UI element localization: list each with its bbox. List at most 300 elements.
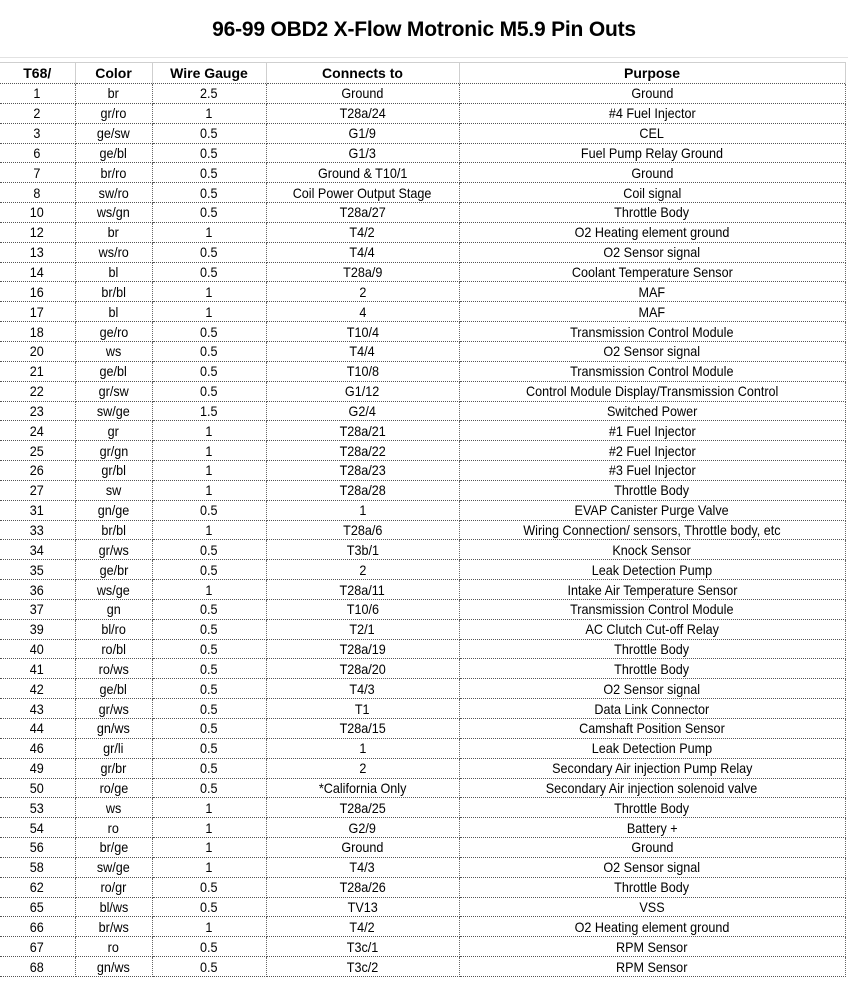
cell-connects-to-text: T10/6 bbox=[346, 601, 379, 618]
cell-color bbox=[75, 123, 152, 143]
cell-connects-to bbox=[266, 242, 459, 262]
cell-pin bbox=[0, 877, 75, 897]
cell-pin bbox=[0, 461, 75, 481]
cell-connects-to-text: T28a/20 bbox=[339, 660, 386, 677]
cell-purpose bbox=[459, 361, 845, 381]
cell-pin-text: 68 bbox=[30, 958, 45, 975]
cell-connects-to-text: T4/2 bbox=[349, 224, 376, 241]
cell-purpose bbox=[459, 143, 845, 163]
cell-color bbox=[75, 917, 152, 937]
cell-wire-gauge bbox=[152, 540, 266, 560]
cell-wire-gauge-text: 0.5 bbox=[200, 958, 218, 975]
cell-pin-text: 67 bbox=[30, 938, 45, 955]
cell-wire-gauge-text: 0.5 bbox=[200, 700, 218, 717]
table-row bbox=[0, 103, 845, 123]
table-row bbox=[0, 778, 845, 798]
cell-color-text: br bbox=[107, 224, 120, 241]
cell-color bbox=[75, 361, 152, 381]
cell-purpose-text: Ground bbox=[630, 839, 674, 856]
cell-pin bbox=[0, 520, 75, 540]
cell-connects-to bbox=[266, 163, 459, 183]
cell-color-text: ge/bl bbox=[99, 144, 128, 161]
cell-color bbox=[75, 540, 152, 560]
cell-pin bbox=[0, 897, 75, 917]
table-row bbox=[0, 262, 845, 282]
cell-pin bbox=[0, 699, 75, 719]
cell-color-text: gn/ws bbox=[97, 720, 130, 737]
cell-pin-text: 23 bbox=[30, 402, 45, 419]
cell-color bbox=[75, 639, 152, 659]
cell-connects-to bbox=[266, 143, 459, 163]
cell-connects-to bbox=[266, 957, 459, 977]
cell-color-text: sw/ge bbox=[97, 402, 130, 419]
cell-wire-gauge-text: 0.5 bbox=[200, 323, 218, 340]
cell-pin-text: 17 bbox=[30, 303, 45, 320]
cell-pin-text: 36 bbox=[30, 581, 45, 598]
cell-wire-gauge bbox=[152, 361, 266, 381]
page-title: 96-99 OBD2 X-Flow Motronic M5.9 Pin Outs bbox=[212, 18, 636, 41]
cell-color bbox=[75, 183, 152, 203]
table-row bbox=[0, 302, 845, 322]
cell-purpose-text: RPM Sensor bbox=[616, 958, 688, 975]
cell-color-text: ws/ge bbox=[97, 581, 130, 598]
cell-connects-to bbox=[266, 580, 459, 600]
cell-connects-to bbox=[266, 738, 459, 758]
cell-pin-text: 58 bbox=[30, 859, 45, 876]
cell-purpose bbox=[459, 738, 845, 758]
cell-wire-gauge bbox=[152, 84, 266, 104]
cell-connects-to bbox=[266, 818, 459, 838]
cell-connects-to bbox=[266, 123, 459, 143]
cell-connects-to-text: T28a/19 bbox=[339, 641, 386, 658]
cell-color-text: br/ge bbox=[99, 839, 128, 856]
cell-wire-gauge bbox=[152, 818, 266, 838]
cell-color bbox=[75, 401, 152, 421]
cell-purpose bbox=[459, 203, 845, 223]
header-row bbox=[0, 63, 845, 84]
cell-wire-gauge-text: 0.5 bbox=[200, 899, 218, 916]
table-row bbox=[0, 798, 845, 818]
cell-connects-to bbox=[266, 302, 459, 322]
cell-wire-gauge bbox=[152, 897, 266, 917]
cell-pin bbox=[0, 163, 75, 183]
cell-connects-to bbox=[266, 500, 459, 520]
cell-connects-to-text: T28a/27 bbox=[339, 204, 386, 221]
cell-connects-to-text: T10/4 bbox=[346, 323, 379, 340]
cell-wire-gauge-text: 1 bbox=[205, 283, 213, 300]
cell-purpose-text: Coil signal bbox=[622, 184, 682, 201]
cell-connects-to-text: 2 bbox=[358, 283, 367, 300]
cell-wire-gauge-text: 0.5 bbox=[200, 363, 218, 380]
cell-pin bbox=[0, 778, 75, 798]
cell-pin bbox=[0, 540, 75, 560]
cell-pin-text: 33 bbox=[30, 521, 45, 538]
header-connects-to: Connects to bbox=[266, 63, 459, 84]
table-row bbox=[0, 480, 845, 500]
cell-color-text: br/bl bbox=[101, 283, 126, 300]
cell-connects-to-text: T28a/21 bbox=[339, 422, 386, 439]
cell-purpose bbox=[459, 461, 845, 481]
cell-wire-gauge bbox=[152, 857, 266, 877]
table-row bbox=[0, 639, 845, 659]
cell-pin bbox=[0, 322, 75, 342]
table-row bbox=[0, 897, 845, 917]
cell-color-text: gr/br bbox=[100, 760, 127, 777]
cell-connects-to bbox=[266, 719, 459, 739]
cell-pin-text: 34 bbox=[30, 541, 45, 558]
cell-purpose bbox=[459, 818, 845, 838]
cell-color-text: ge/br bbox=[99, 561, 128, 578]
cell-purpose-text: Fuel Pump Relay Ground bbox=[580, 144, 724, 161]
cell-connects-to bbox=[266, 480, 459, 500]
cell-pin-text: 39 bbox=[30, 621, 45, 638]
cell-purpose bbox=[459, 103, 845, 123]
cell-purpose bbox=[459, 282, 845, 302]
cell-wire-gauge bbox=[152, 599, 266, 619]
cell-color bbox=[75, 857, 152, 877]
cell-connects-to-text: G1/12 bbox=[345, 383, 380, 400]
cell-pin-text: 46 bbox=[30, 740, 45, 757]
cell-wire-gauge bbox=[152, 262, 266, 282]
cell-purpose-text: Leak Detection Pump bbox=[591, 561, 713, 578]
cell-wire-gauge-text: 0.5 bbox=[200, 680, 218, 697]
cell-pin bbox=[0, 798, 75, 818]
cell-pin-text: 50 bbox=[30, 779, 45, 796]
cell-purpose-text: Ground bbox=[630, 164, 674, 181]
cell-connects-to bbox=[266, 838, 459, 858]
cell-connects-to bbox=[266, 917, 459, 937]
table-row bbox=[0, 818, 845, 838]
cell-wire-gauge bbox=[152, 500, 266, 520]
cell-color bbox=[75, 659, 152, 679]
cell-wire-gauge bbox=[152, 222, 266, 242]
cell-color-text: br/ws bbox=[98, 918, 129, 935]
cell-wire-gauge bbox=[152, 738, 266, 758]
cell-wire-gauge-text: 0.5 bbox=[200, 601, 218, 618]
cell-color-text: ro/ge bbox=[99, 779, 128, 796]
cell-connects-to bbox=[266, 401, 459, 421]
cell-connects-to-text: T4/4 bbox=[349, 244, 376, 261]
cell-wire-gauge bbox=[152, 203, 266, 223]
cell-connects-to-text: 1 bbox=[358, 740, 367, 757]
cell-connects-to-text: T28a/26 bbox=[339, 879, 386, 896]
cell-connects-to bbox=[266, 222, 459, 242]
cell-color bbox=[75, 599, 152, 619]
cell-wire-gauge bbox=[152, 520, 266, 540]
cell-pin-text: 44 bbox=[30, 720, 45, 737]
cell-purpose bbox=[459, 262, 845, 282]
cell-purpose bbox=[459, 520, 845, 540]
cell-connects-to-text: T1 bbox=[355, 700, 370, 717]
table-row bbox=[0, 659, 845, 679]
cell-purpose-text: Ground bbox=[630, 85, 674, 102]
cell-pin-text: 65 bbox=[30, 899, 45, 916]
table-body bbox=[0, 84, 845, 977]
cell-color-text: sw bbox=[105, 482, 122, 499]
cell-connects-to-text: T28a/11 bbox=[339, 581, 386, 598]
cell-pin bbox=[0, 282, 75, 302]
cell-wire-gauge-text: 0.5 bbox=[200, 660, 218, 677]
cell-connects-to-text: T3c/1 bbox=[346, 938, 379, 955]
table-row bbox=[0, 242, 845, 262]
cell-connects-to bbox=[266, 758, 459, 778]
cell-pin-text: 7 bbox=[33, 164, 41, 181]
cell-pin-text: 27 bbox=[30, 482, 45, 499]
cell-color-text: gr/sw bbox=[98, 383, 129, 400]
header-wire-gauge: Wire Gauge bbox=[152, 63, 266, 84]
cell-pin-text: 14 bbox=[30, 264, 45, 281]
cell-pin bbox=[0, 679, 75, 699]
cell-pin-text: 37 bbox=[30, 601, 45, 618]
cell-purpose bbox=[459, 758, 845, 778]
cell-color-text: gr/ws bbox=[98, 541, 129, 558]
cell-connects-to-text: T4/3 bbox=[349, 680, 376, 697]
cell-pin bbox=[0, 639, 75, 659]
cell-wire-gauge bbox=[152, 679, 266, 699]
cell-pin bbox=[0, 123, 75, 143]
cell-pin-text: 1 bbox=[33, 85, 41, 102]
cell-purpose bbox=[459, 341, 845, 361]
cell-color-text: ro bbox=[107, 938, 120, 955]
cell-connects-to-text: T28a/25 bbox=[339, 799, 386, 816]
cell-connects-to bbox=[266, 520, 459, 540]
table-row bbox=[0, 699, 845, 719]
cell-connects-to bbox=[266, 877, 459, 897]
cell-pin bbox=[0, 738, 75, 758]
cell-pin bbox=[0, 103, 75, 123]
cell-purpose-text: Throttle Body bbox=[614, 641, 690, 658]
cell-wire-gauge bbox=[152, 302, 266, 322]
cell-purpose bbox=[459, 183, 845, 203]
cell-color-text: ro/gr bbox=[100, 879, 127, 896]
cell-purpose bbox=[459, 242, 845, 262]
cell-color bbox=[75, 838, 152, 858]
cell-purpose-text: O2 Sensor signal bbox=[603, 244, 701, 261]
table-row bbox=[0, 282, 845, 302]
cell-wire-gauge-text: 0.5 bbox=[200, 125, 218, 142]
table-row bbox=[0, 679, 845, 699]
cell-wire-gauge bbox=[152, 242, 266, 262]
cell-wire-gauge bbox=[152, 381, 266, 401]
cell-pin bbox=[0, 937, 75, 957]
cell-connects-to bbox=[266, 103, 459, 123]
cell-purpose-text: #2 Fuel Injector bbox=[608, 442, 696, 459]
cell-color bbox=[75, 897, 152, 917]
cell-color-text: gn bbox=[106, 601, 121, 618]
cell-connects-to bbox=[266, 798, 459, 818]
cell-connects-to-text: G2/4 bbox=[348, 402, 377, 419]
table-row bbox=[0, 461, 845, 481]
table-row bbox=[0, 580, 845, 600]
cell-color bbox=[75, 719, 152, 739]
cell-wire-gauge-text: 1 bbox=[205, 303, 213, 320]
cell-purpose bbox=[459, 877, 845, 897]
cell-connects-to-text: T3c/2 bbox=[346, 958, 379, 975]
cell-purpose-text: O2 Heating element ground bbox=[574, 224, 730, 241]
cell-wire-gauge bbox=[152, 163, 266, 183]
table-row bbox=[0, 441, 845, 461]
cell-pin bbox=[0, 957, 75, 977]
table-row bbox=[0, 163, 845, 183]
cell-color bbox=[75, 580, 152, 600]
cell-pin-text: 2 bbox=[33, 105, 41, 122]
cell-purpose-text: Data Link Connector bbox=[594, 700, 710, 717]
cell-color bbox=[75, 738, 152, 758]
cell-connects-to-text: T28a/28 bbox=[339, 482, 386, 499]
cell-wire-gauge-text: 1 bbox=[205, 482, 213, 499]
cell-color bbox=[75, 560, 152, 580]
cell-color-text: ws/gn bbox=[97, 204, 130, 221]
cell-wire-gauge-text: 1 bbox=[205, 581, 213, 598]
table-row bbox=[0, 937, 845, 957]
cell-color bbox=[75, 282, 152, 302]
cell-pin-text: 12 bbox=[30, 224, 45, 241]
table-row bbox=[0, 540, 845, 560]
cell-pin-text: 40 bbox=[30, 641, 45, 658]
cell-connects-to-text: 1 bbox=[358, 502, 367, 519]
cell-purpose bbox=[459, 123, 845, 143]
cell-wire-gauge bbox=[152, 838, 266, 858]
cell-purpose-text: Intake Air Temperature Sensor bbox=[567, 581, 737, 598]
cell-color-text: br/ro bbox=[100, 164, 127, 181]
cell-pin-text: 10 bbox=[30, 204, 45, 221]
cell-purpose-text: Knock Sensor bbox=[612, 541, 692, 558]
cell-wire-gauge bbox=[152, 917, 266, 937]
cell-pin bbox=[0, 262, 75, 282]
cell-color-text: br bbox=[107, 85, 120, 102]
cell-color-text: br/bl bbox=[101, 521, 126, 538]
cell-pin-text: 25 bbox=[30, 442, 45, 459]
cell-wire-gauge bbox=[152, 619, 266, 639]
cell-pin bbox=[0, 560, 75, 580]
cell-purpose-text: Throttle Body bbox=[614, 799, 690, 816]
cell-connects-to bbox=[266, 381, 459, 401]
cell-color-text: ge/bl bbox=[99, 680, 128, 697]
cell-purpose bbox=[459, 838, 845, 858]
cell-pin-text: 43 bbox=[30, 700, 45, 717]
cell-color bbox=[75, 103, 152, 123]
cell-connects-to-text: Ground & T10/1 bbox=[317, 164, 408, 181]
cell-purpose bbox=[459, 897, 845, 917]
cell-pin bbox=[0, 381, 75, 401]
cell-wire-gauge bbox=[152, 659, 266, 679]
table-row bbox=[0, 183, 845, 203]
cell-wire-gauge bbox=[152, 143, 266, 163]
cell-purpose-text: Wiring Connection/ sensors, Throttle body, etc bbox=[523, 521, 781, 538]
cell-wire-gauge-text: 0.5 bbox=[200, 244, 218, 261]
cell-connects-to-text: 2 bbox=[358, 760, 367, 777]
cell-wire-gauge-text: 1 bbox=[205, 224, 213, 241]
cell-color-text: sw/ge bbox=[97, 859, 130, 876]
cell-purpose-text: O2 Sensor signal bbox=[603, 680, 701, 697]
cell-pin bbox=[0, 818, 75, 838]
cell-pin bbox=[0, 421, 75, 441]
table-row bbox=[0, 341, 845, 361]
cell-wire-gauge-text: 1 bbox=[205, 462, 213, 479]
cell-purpose bbox=[459, 480, 845, 500]
cell-connects-to bbox=[266, 203, 459, 223]
cell-pin bbox=[0, 838, 75, 858]
cell-pin bbox=[0, 84, 75, 104]
cell-color-text: gr bbox=[107, 422, 120, 439]
cell-pin-text: 53 bbox=[30, 799, 45, 816]
cell-connects-to-text: T4/3 bbox=[349, 859, 376, 876]
cell-color-text: ge/sw bbox=[97, 125, 130, 142]
cell-pin bbox=[0, 659, 75, 679]
cell-wire-gauge-text: 1 bbox=[205, 105, 213, 122]
cell-connects-to bbox=[266, 540, 459, 560]
cell-wire-gauge bbox=[152, 282, 266, 302]
cell-wire-gauge bbox=[152, 341, 266, 361]
cell-connects-to bbox=[266, 679, 459, 699]
cell-connects-to-text: 4 bbox=[358, 303, 367, 320]
table-row bbox=[0, 84, 845, 104]
cell-wire-gauge-text: 0.5 bbox=[200, 621, 218, 638]
cell-connects-to-text: T28a/9 bbox=[342, 264, 383, 281]
cell-connects-to-text: T10/8 bbox=[346, 363, 379, 380]
cell-pin bbox=[0, 302, 75, 322]
cell-pin-text: 18 bbox=[30, 323, 45, 340]
cell-purpose bbox=[459, 659, 845, 679]
cell-purpose bbox=[459, 857, 845, 877]
top-gridline bbox=[0, 57, 848, 58]
cell-connects-to-text: 2 bbox=[358, 561, 367, 578]
cell-wire-gauge-text: 0.5 bbox=[200, 561, 218, 578]
cell-pin bbox=[0, 401, 75, 421]
table-row bbox=[0, 203, 845, 223]
cell-color bbox=[75, 877, 152, 897]
cell-purpose bbox=[459, 639, 845, 659]
cell-color bbox=[75, 937, 152, 957]
cell-color bbox=[75, 461, 152, 481]
cell-connects-to bbox=[266, 560, 459, 580]
cell-wire-gauge-text: 0.5 bbox=[200, 641, 218, 658]
table-row bbox=[0, 857, 845, 877]
cell-purpose-text: AC Clutch Cut-off Relay bbox=[585, 621, 719, 638]
cell-wire-gauge bbox=[152, 877, 266, 897]
cell-color-text: gn/ws bbox=[97, 958, 130, 975]
cell-pin-text: 8 bbox=[33, 184, 41, 201]
cell-connects-to bbox=[266, 361, 459, 381]
table-row bbox=[0, 719, 845, 739]
cell-wire-gauge bbox=[152, 798, 266, 818]
cell-purpose-text: Camshaft Position Sensor bbox=[579, 720, 725, 737]
cell-color bbox=[75, 699, 152, 719]
cell-purpose-text: Battery + bbox=[626, 819, 678, 836]
cell-purpose-text: Secondary Air injection Pump Relay bbox=[551, 760, 753, 777]
cell-purpose-text: CEL bbox=[639, 125, 665, 142]
table-row bbox=[0, 520, 845, 540]
cell-color bbox=[75, 381, 152, 401]
cell-color bbox=[75, 778, 152, 798]
header-pin: T68/ bbox=[0, 63, 75, 84]
cell-color-text: ws/ro bbox=[98, 244, 129, 261]
cell-pin bbox=[0, 242, 75, 262]
cell-purpose-text: Transmission Control Module bbox=[570, 601, 734, 618]
cell-color bbox=[75, 242, 152, 262]
cell-connects-to bbox=[266, 84, 459, 104]
cell-pin-text: 26 bbox=[30, 462, 45, 479]
cell-color-text: bl/ro bbox=[101, 621, 126, 638]
cell-purpose-text: Leak Detection Pump bbox=[591, 740, 713, 757]
cell-purpose bbox=[459, 560, 845, 580]
cell-wire-gauge-text: 0.5 bbox=[200, 879, 218, 896]
cell-pin bbox=[0, 619, 75, 639]
cell-purpose bbox=[459, 163, 845, 183]
cell-wire-gauge-text: 0.5 bbox=[200, 740, 218, 757]
table-row bbox=[0, 599, 845, 619]
cell-color bbox=[75, 798, 152, 818]
